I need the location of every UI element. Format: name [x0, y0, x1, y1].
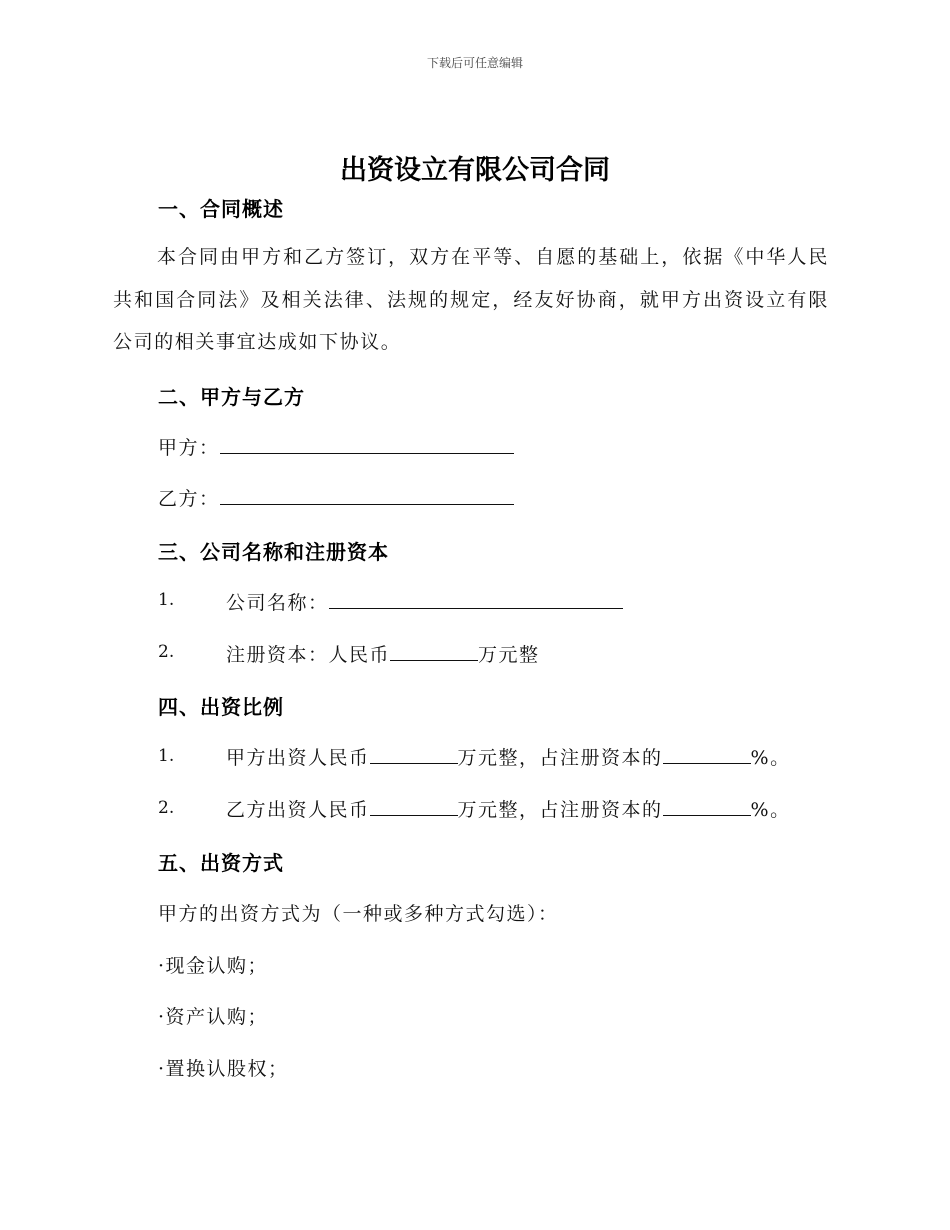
party-b-share-label: 万元整，占注册资本的: [457, 799, 663, 821]
company-name-blank[interactable]: [329, 590, 623, 609]
party-a-blank[interactable]: [220, 435, 514, 454]
company-name-label: 公司名称：: [226, 592, 329, 614]
section-heading-company-capital: 三、公司名称和注册资本: [158, 540, 389, 564]
option-share-swap[interactable]: ·置换认股权；: [158, 1058, 289, 1080]
overview-paragraph: 本合同由甲方和乙方签订，双方在平等、自愿的基础上，依据《中华人民共和国合同法》及相关法律、法规的规定，经友好协商，就甲方出资设立有限公司的相关事宜达成如下协议。: [113, 246, 829, 353]
item-number: 2.: [158, 798, 175, 818]
document-title: 出资设立有限公司合同: [340, 155, 610, 186]
party-a-share-label: 万元整，占注册资本的: [457, 747, 663, 769]
party-a-amount-blank[interactable]: [370, 745, 458, 764]
percent-suffix: %。: [750, 747, 791, 769]
party-b-percent-blank[interactable]: [663, 797, 751, 816]
option-assets[interactable]: ·资产认购；: [158, 1006, 269, 1028]
party-b-blank[interactable]: [220, 486, 514, 505]
party-b-line: [158, 484, 514, 511]
registered-capital-line: [226, 640, 540, 667]
party-b-amount-blank[interactable]: [370, 797, 458, 816]
party-a-line: [158, 433, 514, 460]
item-number: 2.: [158, 642, 175, 662]
contribution-method-intro: 甲方的出资方式为（一种或多种方式勾选）：: [158, 903, 559, 925]
party-a-label: 甲方：: [158, 437, 220, 459]
registered-capital-blank[interactable]: [390, 642, 478, 661]
party-b-contribution-line: [226, 795, 791, 822]
registered-capital-unit: 万元整: [478, 644, 540, 666]
option-cash[interactable]: ·现金认购；: [158, 955, 269, 977]
party-a-contribution-line: [226, 743, 791, 770]
party-a-percent-blank[interactable]: [663, 745, 751, 764]
item-number: 1.: [158, 590, 175, 610]
party-b-contribution-label: 乙方出资人民币: [226, 799, 370, 821]
percent-suffix: %。: [750, 799, 791, 821]
party-b-label: 乙方：: [158, 488, 220, 510]
section-heading-parties: 二、甲方与乙方: [158, 385, 305, 409]
company-name-line: [226, 588, 623, 615]
section-heading-contribution-method: 五、出资方式: [158, 851, 284, 875]
item-number: 1.: [158, 746, 175, 766]
registered-capital-label: 注册资本：人民币: [226, 644, 391, 666]
section-heading-overview: 一、合同概述: [158, 197, 284, 221]
section-heading-contribution-ratio: 四、出资比例: [158, 695, 284, 719]
header-note: 下载后可任意编辑: [426, 56, 523, 70]
party-a-contribution-label: 甲方出资人民币: [226, 747, 370, 769]
